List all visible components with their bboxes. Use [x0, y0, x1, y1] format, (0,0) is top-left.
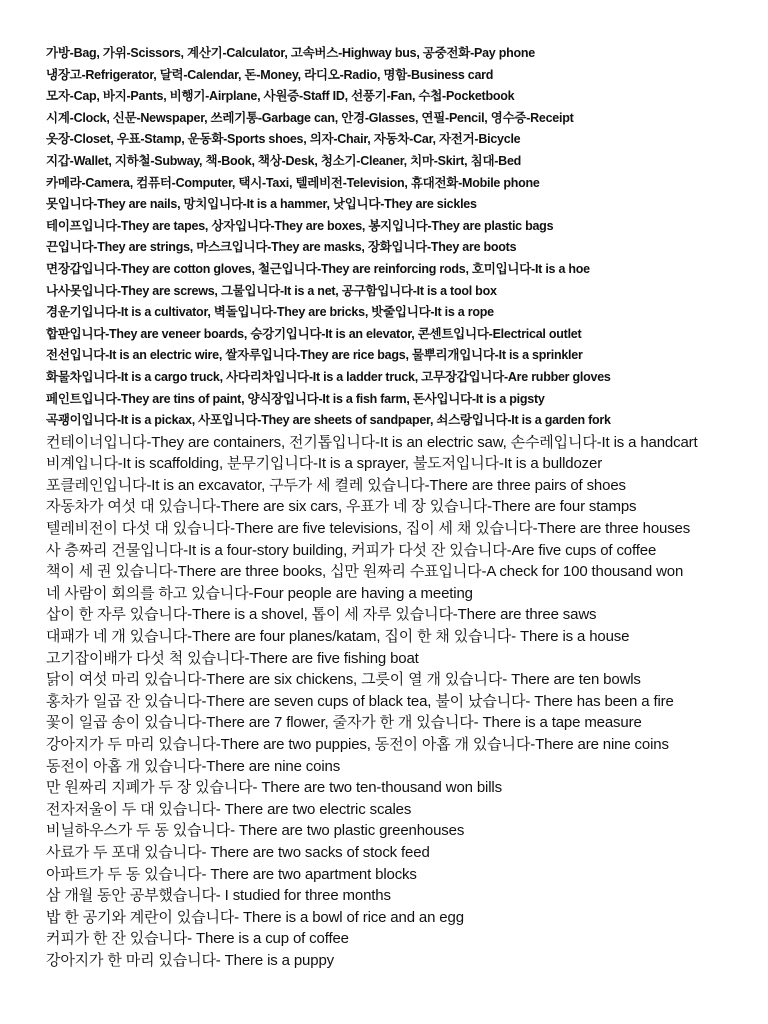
vocab-line: 컨테이너입니다-They are containers, 전기톱입니다-It is an electric saw, 손수레입니다-It is a handcart	[46, 433, 698, 451]
vocab-line: 사 층짜리 건물입니다-It is a four-story building, 커피가 다섯 잔 있습니다-Are five cups of coffee	[46, 541, 657, 559]
vocab-line: 페인트입니다-They are tins of paint, 양식장입니다-It is a fish farm, 돈사입니다-It is a pigsty	[46, 391, 545, 406]
vocabulary-list	[46, 43, 761, 972]
vocab-line: 끈입니다-They are strings, 마스크입니다-They are masks, 장화입니다-They are boots	[46, 240, 517, 255]
vocab-line: 책이 세 권 있습니다-There are three books, 십만 원짜리 수표입니다-A check for 100 thousand won	[46, 563, 684, 581]
vocab-line: 비계입니다-It is scaffolding, 분무기입니다-It is a sprayer, 불도저입니다-It is a bulldozer	[46, 455, 603, 473]
vocab-line: 전자저울이 두 대 있습니다- There are two electric scales	[46, 800, 412, 818]
vocab-line: 면장갑입니다-They are cotton gloves, 철근입니다-They are reinforcing rods, 호미입니다-It is a hoe	[46, 261, 590, 276]
vocab-line: 동전이 아홉 개 있습니다-There are nine coins	[46, 757, 341, 775]
vocab-line: 포클레인입니다-It is an excavator, 구두가 세 켤레 있습니다-There are three pairs of shoes	[46, 476, 626, 494]
vocab-line: 사료가 두 포대 있습니다- There are two sacks of stock feed	[46, 843, 430, 861]
vocab-line: 만 원짜리 지폐가 두 장 있습니다- There are two ten-thousand won bills	[46, 779, 502, 797]
vocab-line: 고기잡이배가 다섯 척 있습니다-There are five fishing boat	[46, 649, 419, 667]
vocab-line: 곡괭이입니다-It is a pickax, 사포입니다-They are sheets of sandpaper, 쇠스랑입니다-It is a garden fork	[46, 413, 611, 428]
vocab-line: 커피가 한 잔 있습니다- There is a cup of coffee	[46, 930, 349, 948]
vocab-line: 합판입니다-They are veneer boards, 승강기입니다-It is an elevator, 콘센트입니다-Electrical outlet	[46, 326, 582, 341]
vocab-line: 꽃이 일곱 송이 있습니다-There are 7 flower, 줄자가 한 개 있습니다- There is a tape measure	[46, 714, 642, 732]
vocab-line: 밥 한 공기와 계란이 있습니다- There is a bowl of rice and an egg	[46, 908, 464, 926]
vocab-line: 경운기입니다-It is a cultivator, 벽돌입니다-They are bricks, 밧줄입니다-It is a rope	[46, 305, 494, 320]
vocab-line: 아파트가 두 동 있습니다- There are two apartment blocks	[46, 865, 417, 883]
vocab-line: 가방-Bag, 가위-Scissors, 계산기-Calculator, 고속버스-Highway bus, 공중전화-Pay phone	[46, 46, 535, 60]
vocab-line: 대패가 네 개 있습니다-There are four planes/katam, 집이 한 채 있습니다- There is a house	[46, 628, 630, 646]
vocab-line: 모자-Cap, 바지-Pants, 비행기-Airplane, 사원증-Staff ID, 선풍기-Fan, 수첩-Pocketbook	[46, 89, 515, 104]
vocab-line: 삼 개월 동안 공부했습니다- I studied for three months	[46, 887, 391, 905]
vocab-line: 삽이 한 자루 있습니다-There is a shovel, 톱이 세 자루 있습니다-There are three saws	[46, 606, 597, 624]
vocab-line: 지갑-Wallet, 지하철-Subway, 책-Book, 책상-Desk, 청소기-Cleaner, 치마-Skirt, 침대-Bed	[46, 153, 522, 168]
vocab-line: 카메라-Camera, 컴퓨터-Computer, 택시-Taxi, 텔레비전-Television, 휴대전화-Mobile phone	[46, 175, 540, 190]
vocab-line: 닭이 여섯 마리 있습니다-There are six chickens, 그릇이 열 개 있습니다- There are ten bowls	[46, 671, 641, 689]
vocab-line: 전선입니다-It is an electric wire, 쌀자루입니다-They are rice bags, 물뿌리개입니다-It is a sprinkler	[46, 348, 583, 363]
vocab-line: 자동차가 여섯 대 있습니다-There are six cars, 우표가 네 장 있습니다-There are four stamps	[46, 498, 637, 516]
vocab-line: 텔레비전이 다섯 대 있습니다-There are five televisions, 집이 세 채 있습니다-There are three houses	[46, 520, 691, 538]
vocab-line: 옷장-Closet, 우표-Stamp, 운동화-Sports shoes, 의자-Chair, 자동차-Car, 자전거-Bicycle	[46, 132, 521, 147]
vocab-line: 홍차가 일곱 잔 있습니다-There are seven cups of black tea, 불이 났습니다- There has been a fire	[46, 692, 674, 710]
vocab-line: 강아지가 두 마리 있습니다-There are two puppies, 동전이 아홉 개 있습니다-There are nine coins	[46, 736, 669, 753]
vocab-line: 화물차입니다-It is a cargo truck, 사다리차입니다-It is a ladder truck, 고무장갑입니다-Are rubber gloves	[46, 369, 611, 384]
vocab-line: 못입니다-They are nails, 망치입니다-It is a hammer, 낫입니다-They are sickles	[46, 197, 477, 212]
vocab-line: 강아지가 한 마리 있습니다- There is a puppy	[46, 951, 334, 969]
vocab-line: 네 사람이 회의를 하고 있습니다-Four people are having a meeting	[46, 584, 473, 602]
vocab-line: 시계-Clock, 신문-Newspaper, 쓰레기통-Garbage can, 안경-Glasses, 연필-Pencil, 영수증-Receipt	[46, 110, 574, 125]
vocab-line: 나사못입니다-They are screws, 그물입니다-It is a net, 공구함입니다-It is a tool box	[46, 283, 497, 298]
vocab-line: 테이프입니다-They are tapes, 상자입니다-They are boxes, 봉지입니다-They are plastic bags	[46, 218, 554, 233]
vocab-line: 냉장고-Refrigerator, 달력-Calendar, 돈-Money, 라디오-Radio, 명함-Business card	[46, 67, 494, 82]
vocab-line: 비닐하우스가 두 동 있습니다- There are two plastic greenhouses	[46, 822, 465, 840]
